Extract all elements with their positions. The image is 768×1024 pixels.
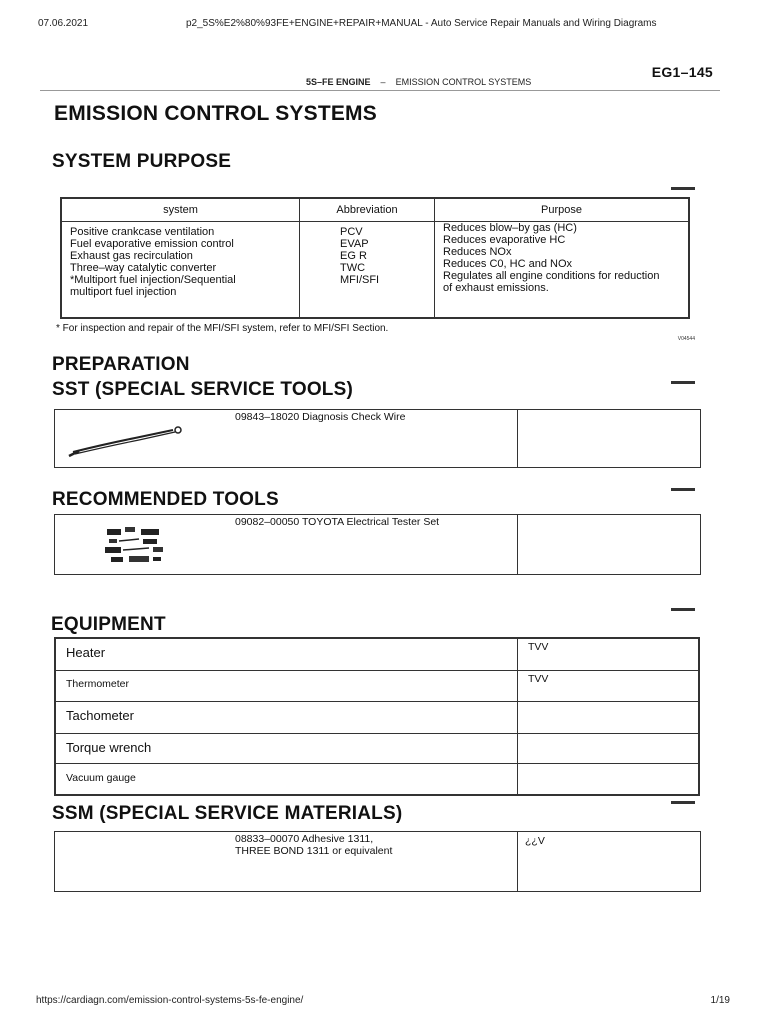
systems-cell bbox=[61, 222, 300, 319]
tester-set-image bbox=[103, 525, 173, 567]
equipment-name: Tachometer bbox=[55, 701, 518, 733]
purposes-cell bbox=[435, 222, 690, 319]
purpose-item: Reduces C0, HC and NOx bbox=[443, 258, 572, 270]
section-label: EMISSION CONTROL SYSTEMS bbox=[395, 77, 532, 87]
engine-label: 5S–FE ENGINE bbox=[306, 77, 371, 87]
system-purpose-heading: SYSTEM PURPOSE bbox=[52, 151, 232, 172]
abbreviation-item: PCV bbox=[340, 226, 363, 238]
preparation-heading: PREPARATION bbox=[52, 354, 190, 375]
column-divider bbox=[517, 410, 518, 467]
abbreviations-cell bbox=[300, 222, 435, 319]
column-divider bbox=[517, 515, 518, 574]
table-row bbox=[55, 638, 699, 670]
purpose-item: Regulates all engine conditions for reduction bbox=[443, 270, 660, 282]
equipment-table bbox=[54, 637, 700, 796]
recommended-tool-item: 09082–00050 TOYOTA Electrical Tester Set bbox=[235, 516, 440, 528]
abbreviation-item: EG R bbox=[340, 250, 367, 262]
purpose-item: Reduces evaporative HC bbox=[443, 234, 566, 246]
section-dash: – bbox=[380, 77, 386, 87]
ssm-item-line: 08833–00070 Adhesive 1311, bbox=[235, 833, 374, 845]
abbreviation-item: TWC bbox=[340, 262, 366, 274]
table-row bbox=[55, 670, 699, 701]
footer-url: https://cardiagn.com/emission-control-systems-5s-fe-engine/ bbox=[36, 995, 304, 1006]
system-item: *Multiport fuel injection/Sequential bbox=[70, 274, 236, 286]
ssm-heading: SSM (SPECIAL SERVICE MATERIALS) bbox=[52, 803, 403, 824]
table-row bbox=[55, 701, 699, 733]
equipment-heading: EQUIPMENT bbox=[51, 614, 166, 635]
section-code-mark bbox=[671, 608, 695, 611]
col-header-purpose: Purpose bbox=[435, 198, 690, 222]
header-rule bbox=[40, 90, 720, 91]
purpose-item: Reduces blow–by gas (HC) bbox=[443, 222, 577, 234]
equipment-note: TVV bbox=[518, 638, 700, 670]
system-item: Exhaust gas recirculation bbox=[70, 250, 193, 262]
equipment-name: Thermometer bbox=[55, 670, 518, 701]
print-date: 07.06.2021 bbox=[38, 18, 89, 29]
print-title: p2_5S%E2%80%93FE+ENGINE+REPAIR+MANUAL - Auto Service Repair Manuals and Wiring Diagrams bbox=[186, 18, 657, 29]
equipment-note: TVV bbox=[518, 670, 700, 701]
equipment-note bbox=[518, 763, 700, 795]
figure-id: V04544 bbox=[677, 336, 695, 342]
ssm-item-line: THREE BOND 1311 or equivalent bbox=[235, 845, 393, 857]
page-title: EMISSION CONTROL SYSTEMS bbox=[54, 102, 377, 125]
system-item: Fuel evaporative emission control bbox=[70, 238, 234, 250]
col-header-system: system bbox=[61, 198, 300, 222]
system-item: multiport fuel injection bbox=[70, 286, 177, 298]
page-number: EG1–145 bbox=[651, 64, 713, 80]
abbreviation-item: EVAP bbox=[340, 238, 369, 250]
table-row bbox=[55, 733, 699, 763]
equipment-note bbox=[518, 733, 700, 763]
system-item: Three–way catalytic converter bbox=[70, 262, 217, 274]
equipment-name: Vacuum gauge bbox=[55, 763, 518, 795]
recommended-tools-heading: RECOMMENDED TOOLS bbox=[52, 489, 279, 510]
sst-heading: SST (SPECIAL SERVICE TOOLS) bbox=[52, 379, 354, 400]
equipment-name: Torque wrench bbox=[55, 733, 518, 763]
section-code-mark bbox=[671, 187, 695, 190]
purpose-item: Reduces NOx bbox=[443, 246, 512, 258]
purpose-item: of exhaust emissions. bbox=[443, 282, 549, 294]
section-header bbox=[306, 77, 531, 87]
ssm-item bbox=[235, 833, 392, 857]
equipment-note bbox=[518, 701, 700, 733]
system-item: Positive crankcase ventilation bbox=[70, 226, 215, 238]
section-code-mark bbox=[671, 801, 695, 804]
section-code-mark bbox=[671, 488, 695, 491]
ssm-box bbox=[54, 831, 701, 892]
recommended-tool-box bbox=[54, 514, 701, 575]
table-row bbox=[55, 763, 699, 795]
footer-page: 1/19 bbox=[710, 995, 730, 1006]
sst-item: 09843–18020 Diagnosis Check Wire bbox=[235, 411, 406, 423]
system-footnote: * For inspection and repair of the MFI/SFI system, refer to MFI/SFI Section. bbox=[56, 323, 389, 334]
equipment-name: Heater bbox=[55, 638, 518, 670]
system-purpose-table bbox=[60, 197, 690, 319]
sst-tool-box bbox=[54, 409, 701, 468]
col-header-abbreviation: Abbreviation bbox=[300, 198, 435, 222]
ssm-note: ¿¿V bbox=[525, 835, 545, 847]
section-code-mark bbox=[671, 381, 695, 384]
abbreviation-item: MFI/SFI bbox=[340, 274, 380, 286]
check-wire-image bbox=[65, 418, 195, 458]
column-divider bbox=[517, 832, 518, 891]
